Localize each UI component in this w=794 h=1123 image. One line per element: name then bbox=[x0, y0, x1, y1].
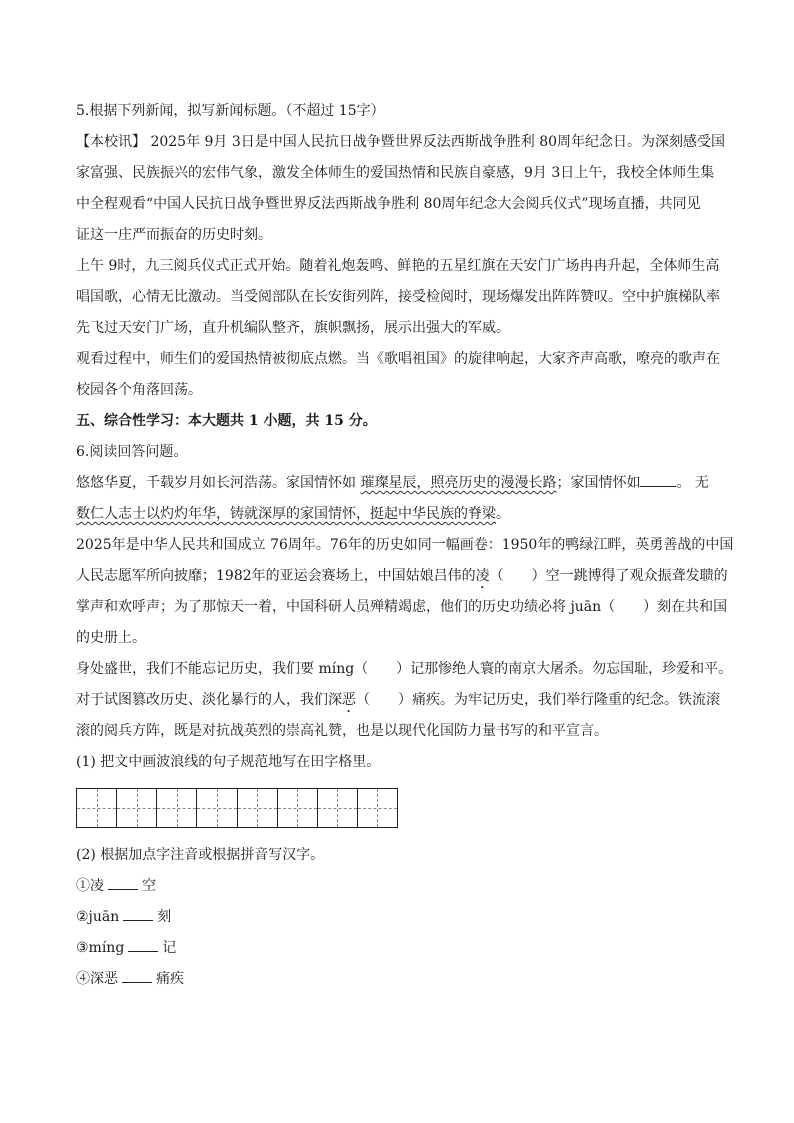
grid-cell[interactable] bbox=[117, 789, 157, 827]
news-paragraph-3-line-1: 观看过程中，师生们的爱国热情被彻底点燃。当《歌唱祖国》的旋律响起，大家齐声高歌，嘹亮的歌声在 bbox=[76, 351, 720, 367]
news-paragraph-2-line-2: 唱国歌，心情无比激动。当受阅部队在长安街列阵，接受检阅时，现场爆发出阵阵赞叹。空中护旗梯队率 bbox=[76, 289, 720, 305]
grid-cell[interactable] bbox=[318, 789, 358, 827]
news-paragraph-1-line-2: 家富强、民族振兴的宏伟气象，激发全体师生的爱国热情和民族自豪感，9月 3日上午，我校全体师生集 bbox=[76, 165, 715, 181]
answer-item-3-suffix: 记 bbox=[162, 940, 177, 956]
news-paragraph-2-line-3: 先飞过天安门广场，直升机编队整齐，旗帜飘扬，展示出强大的军威。 bbox=[76, 320, 510, 336]
section-5-heading: 五、综合性学习：本大题共 1 小题，共 15 分。 bbox=[76, 413, 377, 429]
passage-line-4-end: （ ）空一跳博得了观众振聋发聩的 bbox=[489, 568, 728, 584]
passage-line-2-end: 。 bbox=[496, 506, 510, 522]
worksheet-page bbox=[76, 100, 734, 999]
passage-line-1-start: 悠悠华夏，千载岁月如长河浩荡。家国情怀如 bbox=[76, 475, 361, 491]
news-paragraph-1-line-3: 中全程观看“中国人民抗日战争暨世界反法西斯战争胜利 80周年纪念大会阅兵仪式”现场直播，共同见 bbox=[76, 196, 701, 212]
grid-cell[interactable] bbox=[358, 789, 397, 827]
answer-item-2-suffix: 刻 bbox=[157, 909, 172, 925]
grid-cell[interactable] bbox=[157, 789, 197, 827]
passage-line-5: 掌声和欢呼声；为了那惊天一着，中国科研人员殚精竭虑，他们的历史功绩必将 juān（ ）刻在共和国 bbox=[76, 599, 728, 615]
news-paragraph-3-line-2: 校园各个角落回荡。 bbox=[76, 382, 202, 398]
answer-item-4 bbox=[76, 968, 726, 999]
answer-blank-2[interactable] bbox=[123, 906, 153, 921]
answer-item-1 bbox=[76, 875, 726, 906]
question-5-title: 5.根据下列新闻，拟写新闻标题。（不超过 15字） bbox=[76, 103, 385, 119]
passage-line-6: 的史册上。 bbox=[76, 630, 146, 646]
answer-blank-1[interactable] bbox=[108, 875, 138, 890]
dotted-char-wu: 恶 bbox=[342, 692, 356, 708]
answer-item-2 bbox=[76, 906, 726, 937]
answer-blank-4[interactable] bbox=[122, 968, 152, 983]
passage-line-4-start: 人民志愿军所向披靡；1982年的亚运会赛场上，中国姑娘吕伟的 bbox=[76, 568, 476, 584]
grid-cell[interactable] bbox=[197, 789, 237, 827]
answer-blank-3[interactable] bbox=[128, 937, 158, 952]
answer-item-4-suffix: 痛疾 bbox=[156, 971, 184, 987]
passage-line-8 bbox=[76, 689, 726, 720]
dotted-char-ling: 凌 bbox=[475, 568, 490, 584]
question-6-title: 6.阅读回答问题。 bbox=[76, 444, 188, 460]
fill-blank-line[interactable] bbox=[640, 472, 676, 487]
answer-item-2-prompt: ②juān bbox=[76, 909, 120, 925]
passage-line-3: 2025年是中华人民共和国成立 76周年。76年的历史如同一幅画卷：1950年的鸭绿江畔，英勇善战的中国 bbox=[76, 537, 734, 553]
passage-line-2 bbox=[76, 503, 726, 534]
grid-cell[interactable] bbox=[238, 789, 278, 827]
passage-line-1-end: 。 无 bbox=[676, 475, 709, 491]
passage-line-1-mid: ；家国情怀如 bbox=[556, 475, 641, 491]
grid-cell[interactable] bbox=[77, 789, 117, 827]
answer-item-4-prompt: ④深恶 bbox=[76, 971, 118, 987]
grid-cell[interactable] bbox=[278, 789, 318, 827]
news-paragraph-1-line-1: 【本校讯】 2025年 9月 3日是中国人民抗日战争暨世界反法西斯战争胜利 80周年纪念日。为深刻感受国 bbox=[76, 134, 726, 150]
news-paragraph-2-line-1: 上午 9时，九三阅兵仪式正式开始。随着礼炮轰鸣、鲜艳的五星红旗在天安门广场冉冉升起，全体师生高 bbox=[76, 258, 720, 274]
passage-line-9: 滚的阅兵方阵，既是对抗战英烈的崇高礼赞，也是以现代化国防力量书写的和平宣言。 bbox=[76, 723, 608, 739]
passage-line-1 bbox=[76, 472, 726, 503]
answer-item-1-prompt: ①凌 bbox=[76, 878, 104, 894]
sub-question-1: (1) 把文中画波浪线的句子规范地写在田字格里。 bbox=[76, 754, 381, 770]
passage-line-8-end: （ ）痛疾。为牢记历史，我们举行隆重的纪念。铁流滚 bbox=[356, 692, 720, 708]
wavy-sentence-1: 璀璨星辰，照亮历史的漫漫长路 bbox=[360, 475, 557, 491]
passage-line-4 bbox=[76, 565, 726, 596]
answer-item-3 bbox=[76, 937, 726, 968]
answer-item-1-suffix: 空 bbox=[142, 878, 156, 894]
passage-line-8-start: 对于试图篡改历史、淡化暴行的人，我们深 bbox=[76, 692, 342, 708]
sub-question-2: (2) 根据加点字注音或根据拼音写汉字。 bbox=[76, 847, 325, 863]
news-paragraph-1-line-4: 证这一庄严而振奋的历史时刻。 bbox=[76, 227, 272, 243]
answer-item-3-prompt: ③míng bbox=[76, 940, 125, 956]
tianzige-grid[interactable] bbox=[76, 788, 398, 828]
passage-line-7: 身处盛世，我们不能忘记历史，我们要 míng（ ）记那惨绝人寰的南京大屠杀。勿忘国耻，珍爱和平。 bbox=[76, 661, 733, 677]
wavy-sentence-2: 数仁人志士以灼灼年华，铸就深厚的家国情怀，挺起中华民族的脊梁 bbox=[76, 506, 496, 522]
